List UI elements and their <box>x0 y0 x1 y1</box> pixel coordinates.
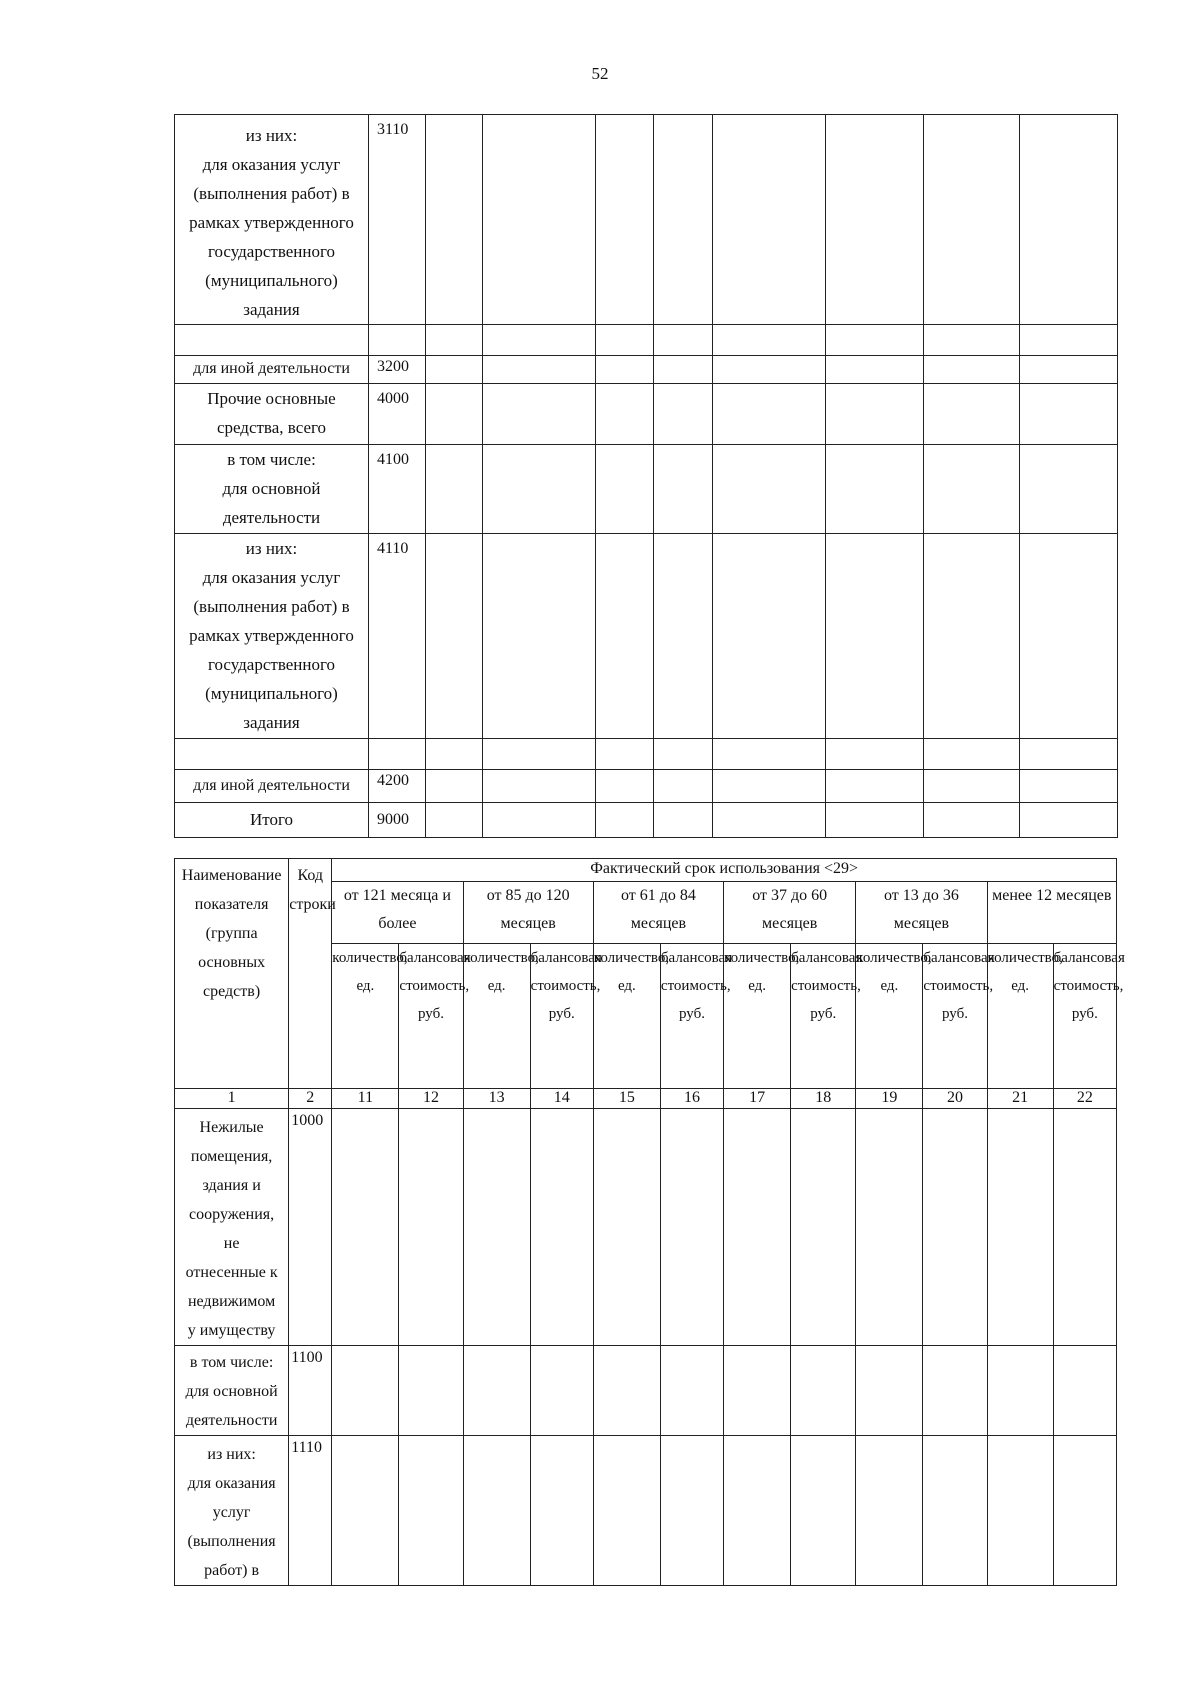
header-quantity: количество, ед. <box>463 944 530 1089</box>
page-number: 52 <box>591 64 609 83</box>
row-name: в том числе: для основной деятельности <box>175 445 369 534</box>
row-code: 4000 <box>369 384 426 445</box>
table-row <box>175 384 1118 445</box>
header-quantity: количество, ед. <box>987 944 1053 1089</box>
table-top <box>174 114 1118 838</box>
column-number: 11 <box>332 1089 399 1109</box>
table-row <box>175 115 1118 325</box>
header-balance-value: балансовая стоимость, руб. <box>923 944 987 1089</box>
row-name: из них: для оказания услуг (выполнения работ) в <box>175 1436 289 1586</box>
column-number: 17 <box>724 1089 791 1109</box>
column-number: 1 <box>175 1089 289 1109</box>
table-row <box>175 1346 1117 1436</box>
column-number: 2 <box>289 1089 332 1109</box>
row-name <box>175 739 369 770</box>
row-name: из них: для оказания услуг (выполнения работ) в рамках утвержденного государственного (муниципального) задания <box>175 115 369 325</box>
table-row <box>175 770 1118 803</box>
header-balance-value: балансовая стоимость, руб. <box>660 944 723 1089</box>
column-number: 16 <box>660 1089 723 1109</box>
row-name: для иной деятельности <box>175 356 369 384</box>
table-bottom <box>174 858 1125 1586</box>
row-code: 4200 <box>369 770 426 803</box>
header-balance-value: балансовая стоимость, руб. <box>791 944 856 1089</box>
header-group: от 61 до 84 месяцев <box>593 882 723 944</box>
column-number: 20 <box>923 1089 987 1109</box>
header-group: от 85 до 120 месяцев <box>463 882 593 944</box>
row-code: 3200 <box>369 356 426 384</box>
header-group: менее 12 месяцев <box>987 882 1116 944</box>
column-number: 15 <box>593 1089 660 1109</box>
table-row <box>175 325 1118 356</box>
row-name: для иной деятельности <box>175 770 369 803</box>
column-number: 13 <box>463 1089 530 1109</box>
column-number: 12 <box>399 1089 463 1109</box>
header-name-column: Наименование показателя (группа основных средств) <box>175 859 289 1089</box>
row-code: 9000 <box>369 803 426 838</box>
header-quantity: количество, ед. <box>593 944 660 1089</box>
table-row <box>175 803 1118 838</box>
row-code: 4100 <box>369 445 426 534</box>
row-name <box>175 325 369 356</box>
header-group: от 121 месяца и более <box>332 882 463 944</box>
row-code: 1110 <box>289 1436 332 1586</box>
row-code: 1000 <box>289 1109 332 1346</box>
column-number: 14 <box>530 1089 593 1109</box>
row-code: 4110 <box>369 534 426 739</box>
row-code: 3110 <box>369 115 426 325</box>
table-row <box>175 1109 1117 1346</box>
header-main-group: Фактический срок использования <29> <box>332 859 1117 882</box>
row-name: в том числе: для основной деятельности <box>175 1346 289 1436</box>
header-row <box>175 859 1117 882</box>
table-row <box>175 356 1118 384</box>
header-quantity: количество, ед. <box>856 944 923 1089</box>
header-balance-value: балансовая стоимость, руб. <box>399 944 463 1089</box>
column-number: 22 <box>1053 1089 1116 1109</box>
row-name: Прочие основные средства, всего <box>175 384 369 445</box>
header-group: от 37 до 60 месяцев <box>724 882 856 944</box>
row-code: 1100 <box>289 1346 332 1436</box>
table-row <box>175 739 1118 770</box>
row-name: из них: для оказания услуг (выполнения работ) в рамках утвержденного государственного (муниципального) задания <box>175 534 369 739</box>
header-group: от 13 до 36 месяцев <box>856 882 987 944</box>
header-quantity: количество, ед. <box>332 944 399 1089</box>
header-quantity: количество, ед. <box>724 944 791 1089</box>
row-code <box>369 739 426 770</box>
row-code <box>369 325 426 356</box>
table-row <box>175 445 1118 534</box>
table-row <box>175 534 1118 739</box>
table-row <box>175 1436 1117 1586</box>
header-balance-value: балансовая стоимость, руб. <box>530 944 593 1089</box>
column-number: 21 <box>987 1089 1053 1109</box>
row-name: Нежилые помещения, здания и сооружения, не отнесенные к недвижимом у имуществу <box>175 1109 289 1346</box>
row-name: Итого <box>175 803 369 838</box>
column-number: 19 <box>856 1089 923 1109</box>
header-code-column: Код строки <box>289 859 332 1089</box>
column-numbers-row <box>175 1089 1117 1109</box>
header-balance-value: балансовая стоимость, руб. <box>1053 944 1116 1089</box>
column-number: 18 <box>791 1089 856 1109</box>
